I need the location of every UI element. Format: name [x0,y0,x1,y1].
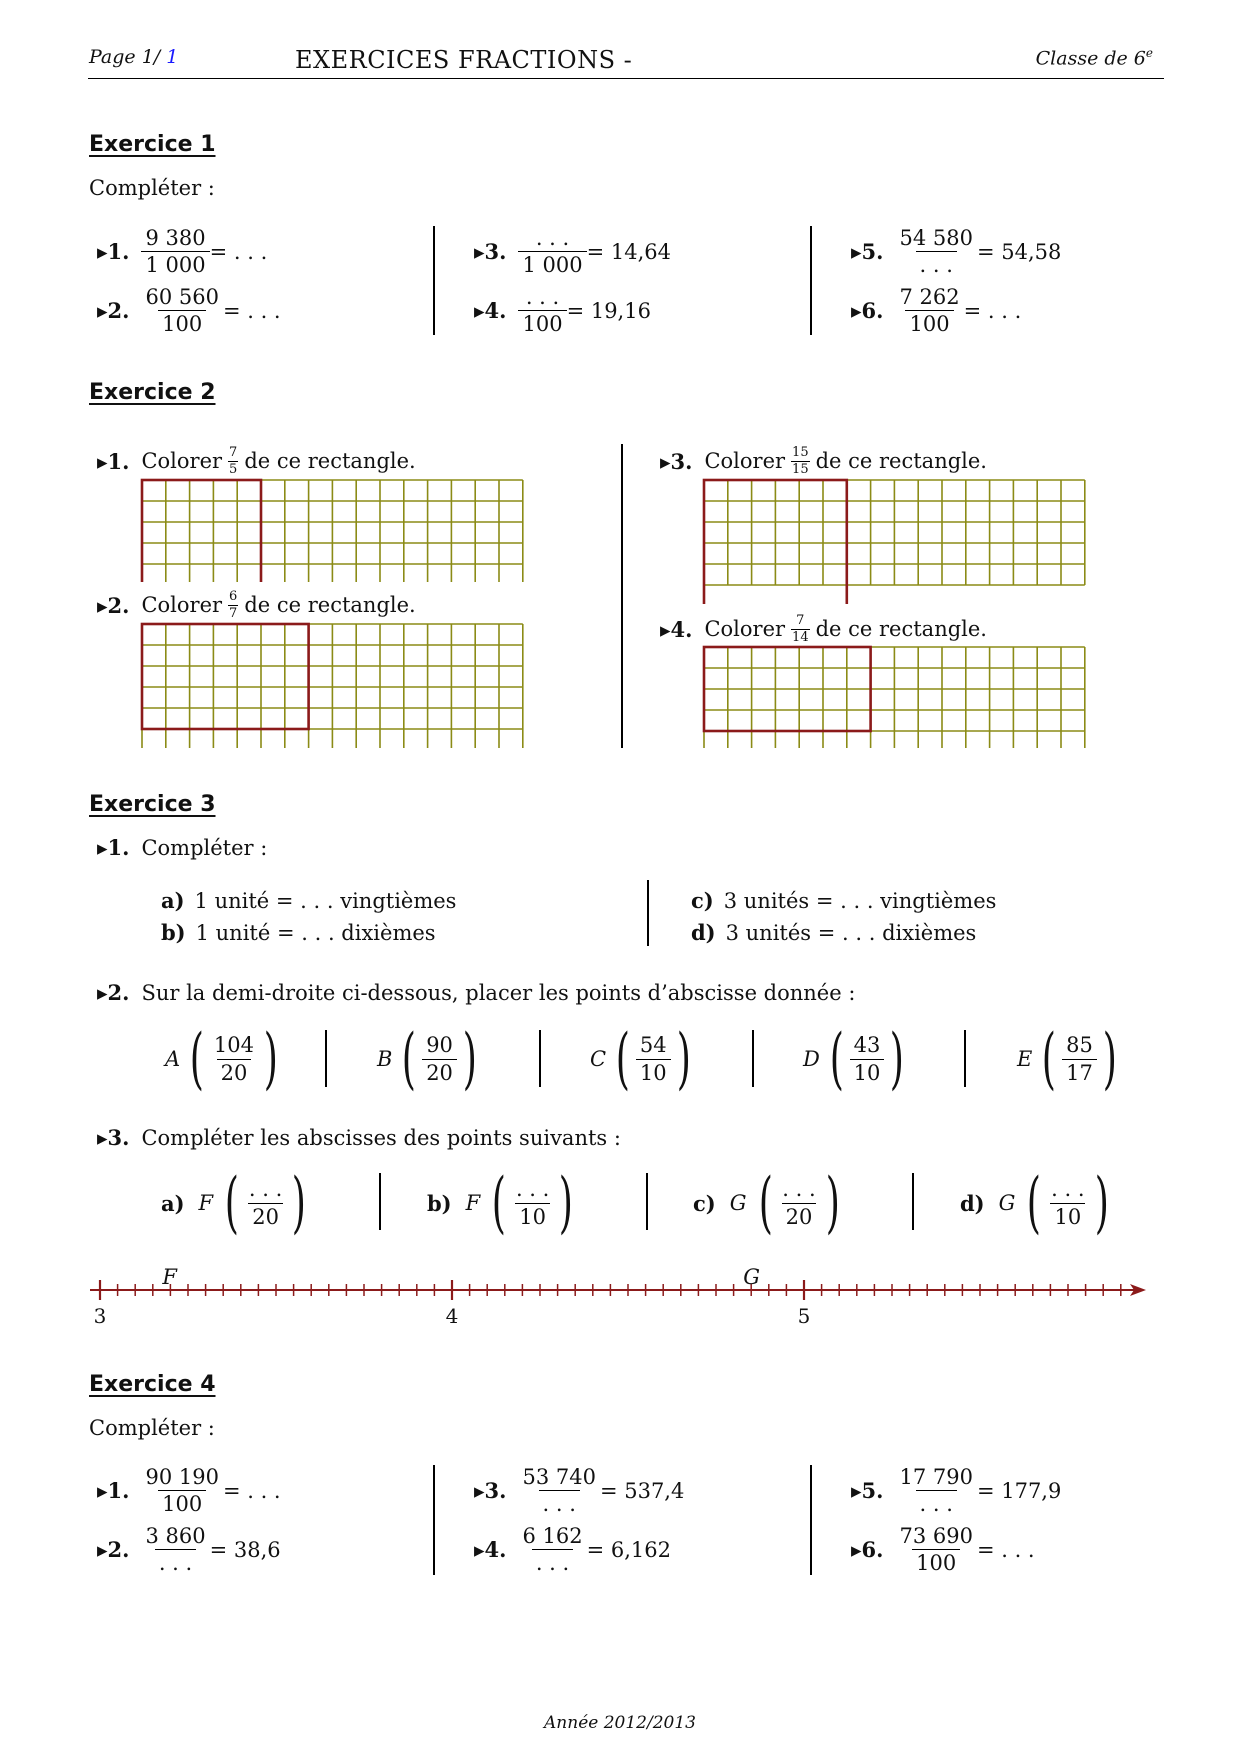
numerator: 60 560 [145,285,219,309]
item-label: ▸2. [97,980,130,1005]
item-label: ▸3. [474,239,507,265]
sub-text: 1 unité = . . . vingtièmes [194,888,457,913]
unit-frame [142,624,309,729]
ex1-title: Exercice 1 [89,132,216,157]
class-label [1036,46,1153,69]
fraction [778,1178,819,1227]
denominator: 10 [850,1059,885,1084]
numerator: 43 [853,1033,881,1058]
ex3-q1-c [691,888,996,913]
sub-label: c) [691,888,714,913]
ex1-separator-2 [810,226,812,335]
header-rule [88,78,1164,79]
sub-label: c) [693,1190,716,1216]
ex2-grid-2 [140,622,530,748]
ex3-q2-separator-2 [539,1030,541,1087]
item-text-after: de ce rectangle. [815,617,987,642]
ex3-q2-separator-1 [325,1030,327,1087]
ex4-item-6 [851,1525,1035,1574]
footer-year: Année 2012/2013 [544,1713,696,1733]
point-F-label: F [162,1265,177,1289]
ex3-point-C: C ( $\frac{54}{10}$ ) [590,1020,691,1097]
ex1-separator-1 [433,226,435,335]
ex1-item-6 [851,286,1021,335]
fraction [422,1034,457,1083]
numerator: 7 [796,613,805,628]
denominator: 20 [782,1203,817,1228]
denominator: . . . [532,1549,573,1574]
numerator: 7 [229,445,238,460]
numerator: 17 790 [899,1465,973,1489]
item-text-before: Colorer [141,449,223,474]
fraction [245,1178,286,1227]
fraction [141,1525,209,1574]
denominator: 10 [636,1059,671,1084]
fraction [210,1034,258,1083]
fraction [895,227,976,276]
sub-label: a) [161,888,185,913]
ex3-q3-separator-3 [912,1173,914,1230]
ex3-q1-a [161,888,456,913]
item-equation-rest: = . . . [222,1478,281,1503]
denominator: 20 [217,1059,252,1084]
tick-label: 4 [445,1304,459,1328]
numerator: 54 580 [899,226,973,250]
fraction [228,590,238,620]
denominator: 100 [158,1490,206,1515]
numerator: . . . [535,226,570,250]
fraction [141,227,209,276]
item-label: ▸1. [97,239,130,265]
fraction [636,1034,671,1083]
denominator: 20 [248,1203,283,1228]
item-equation-rest: = 14,64 [586,239,671,264]
q1-text: Compléter : [141,835,268,860]
item-label: ▸3. [97,1125,130,1150]
ex1-item-2 [97,286,281,335]
denominator: . . . [916,251,957,276]
unit-frame [142,480,261,582]
sub-label: d) [691,920,716,945]
ex4-separator-1 [433,1465,435,1575]
denominator: 100 [518,310,566,335]
item-text-before: Colorer [704,449,786,474]
ex3-point-D: D ( $\frac{43}{10}$ ) [803,1020,905,1097]
item-label: ▸1. [97,835,130,860]
denominator: 10 [515,1203,550,1228]
numerator: . . . [248,1177,283,1202]
denominator: 14 [792,629,809,645]
ex3-q3-b: b) F ( $\frac{. . .}{10}$ ) [427,1164,574,1241]
point-name: A [165,1047,181,1071]
q2-text: Sur la demi-droite ci-dessous, placer les points d’abscisse donnée : [141,980,856,1005]
ex3-q3-separator-1 [379,1173,381,1230]
item-equation-rest: = 19,16 [566,298,651,323]
fraction [895,1525,976,1574]
q3-text: Compléter les abscisses des points suivants : [141,1125,621,1150]
ex2-grid-3 [702,478,1092,604]
item-equation-rest: = . . . [222,298,281,323]
ex1-item-5 [851,227,1061,276]
ex2-grid-1 [140,478,530,582]
item-label: ▸2. [97,1537,130,1563]
item-label: ▸3. [474,1478,507,1504]
denominator: . . . [539,1490,580,1515]
class-superscript: e [1145,46,1153,60]
item-text-before: Colorer [704,617,786,642]
item-equation-rest: = 177,9 [976,1478,1062,1503]
ex3-q3-c: c) G ( $\frac{. . .}{20}$ ) [693,1164,840,1241]
item-equation-rest: = . . . [209,239,268,264]
numerator: 6 162 [522,1524,583,1548]
ex3-q3-a: a) F ( $\frac{. . .}{20}$ ) [161,1164,307,1241]
ex4-item-4 [474,1525,671,1574]
point-name: B [377,1047,393,1071]
item-text-after: de ce rectangle. [244,449,416,474]
fraction [1047,1178,1088,1227]
numerator: . . . [515,1177,550,1202]
denominator: 17 [1062,1059,1097,1084]
point-name: C [590,1047,607,1071]
item-text-after: de ce rectangle. [815,449,987,474]
item-label: ▸4. [474,298,507,324]
fraction [512,1178,553,1227]
ex3-q3 [97,1125,621,1150]
denominator: 5 [229,461,238,477]
fraction [518,227,586,276]
item-equation-rest: = 38,6 [209,1537,281,1562]
item-text-before: Colorer [141,593,223,618]
fraction [228,446,238,476]
sub-label: a) [161,1190,185,1216]
ex1-instruction: Compléter : [89,176,215,200]
point-name: G [998,1191,1016,1215]
numerator: 3 860 [145,1524,206,1548]
ex3-q1-d [691,920,976,945]
fraction [141,1466,222,1515]
denominator: 15 [792,461,809,477]
fraction [1062,1034,1097,1083]
sub-text: 3 unités = . . . dixièmes [725,920,977,945]
ex3-q2 [97,980,855,1005]
sub-label: d) [960,1190,985,1216]
ex4-item-1 [97,1466,281,1515]
point-name: G [729,1191,747,1215]
numerator: . . . [525,285,560,309]
ex4-title: Exercice 4 [89,1372,216,1397]
item-label: ▸2. [97,592,130,618]
ex2-item-2 [97,590,416,620]
ex3-q2-separator-3 [752,1030,754,1087]
fraction [518,1525,586,1574]
ex3-point-B: B ( $\frac{90}{20}$ ) [377,1020,477,1097]
numerator: 9 380 [145,226,206,250]
ex3-title: Exercice 3 [89,792,216,817]
ex4-separator-2 [810,1465,812,1575]
numerator: . . . [1051,1177,1085,1202]
sub-text: 1 unité = . . . dixièmes [195,920,436,945]
ex2-item-1 [97,446,416,476]
point-G-label: G [743,1265,760,1289]
denominator: 1 000 [518,251,586,276]
fraction [791,446,810,476]
item-equation-rest: = . . . [963,298,1022,323]
ex3-q2-separator-4 [964,1030,966,1087]
item-label: ▸5. [851,239,884,265]
ex3-q1-separator [647,880,649,946]
ex3-q3-d: d) G ( $\frac{. . .}{10}$ ) [960,1164,1109,1241]
sub-label: b) [161,920,186,945]
page-title: EXERCICES FRACTIONS - [295,46,633,74]
numerator: 90 [426,1033,453,1058]
sub-text: 3 unités = . . . vingtièmes [723,888,997,913]
tick-label: 5 [797,1304,811,1328]
ex4-item-5 [851,1466,1061,1515]
item-label: ▸3. [660,448,693,474]
item-equation-rest: = 54,58 [976,239,1062,264]
ex2-grid-4 [702,645,1092,748]
ex3-point-A: A ( $\frac{104}{20}$ ) [165,1020,278,1097]
denominator: 7 [229,605,238,621]
item-label: ▸6. [851,1537,884,1563]
fraction [895,286,963,335]
number-line [80,1260,1160,1330]
page-total-link[interactable]: 1 [166,46,179,68]
denominator: 100 [912,1549,960,1574]
fraction [518,1466,599,1515]
denominator: 20 [422,1059,457,1084]
sub-label: b) [427,1190,452,1216]
point-name: E [1017,1047,1033,1071]
item-label: ▸2. [97,298,130,324]
numerator: 6 [229,589,238,604]
ex2-item-4 [660,614,987,644]
fraction [141,286,222,335]
denominator: 1 000 [141,251,209,276]
ex4-instruction: Compléter : [89,1416,215,1440]
denominator: . . . [916,1490,957,1515]
item-label: ▸1. [97,448,130,474]
denominator: 100 [158,310,206,335]
ex3-point-E: E ( $\frac{85}{17}$ ) [1017,1020,1117,1097]
ex1-item-4 [474,286,651,335]
item-equation-rest: = 537,4 [599,1478,685,1503]
fraction [791,614,810,644]
item-text-after: de ce rectangle. [244,593,416,618]
numerator: 90 190 [145,1465,219,1489]
tick-label: 3 [93,1304,107,1328]
denominator: . . . [155,1549,196,1574]
numerator: . . . [782,1177,816,1202]
denominator: 10 [1050,1203,1085,1228]
numerator: 73 690 [899,1524,973,1548]
numerator: 104 [213,1033,255,1058]
point-name: F [198,1191,214,1215]
item-label: ▸6. [851,298,884,324]
ex2-item-3 [660,446,987,476]
item-equation-rest: = 6,162 [586,1537,671,1562]
numerator: 15 [792,445,809,460]
ex2-title: Exercice 2 [89,380,216,405]
item-label: ▸1. [97,1478,130,1504]
item-label: ▸4. [474,1537,507,1563]
page-number [89,46,178,68]
item-label: ▸4. [660,616,693,642]
point-name: D [803,1047,820,1071]
ex3-q1-b [161,920,436,945]
ex4-item-3 [474,1466,684,1515]
page-label: Page 1/ [89,46,161,68]
numerator: 54 [639,1033,667,1058]
ex1-item-3 [474,227,671,276]
denominator: 100 [905,310,953,335]
class-prefix: Classe de 6 [1035,47,1146,70]
fraction [518,286,566,335]
point-name: F [465,1191,481,1215]
ex3-q3-separator-2 [646,1173,648,1230]
numerator: 85 [1066,1033,1093,1058]
item-label: ▸5. [851,1478,884,1504]
item-equation-rest: = . . . [976,1537,1035,1562]
numerator: 53 740 [522,1465,596,1489]
ex2-separator [621,444,623,748]
ex4-item-2 [97,1525,281,1574]
ex3-q1 [97,835,267,860]
fraction [895,1466,976,1515]
fraction [850,1034,885,1083]
ex1-item-1 [97,227,267,276]
numerator: 7 262 [899,285,960,309]
